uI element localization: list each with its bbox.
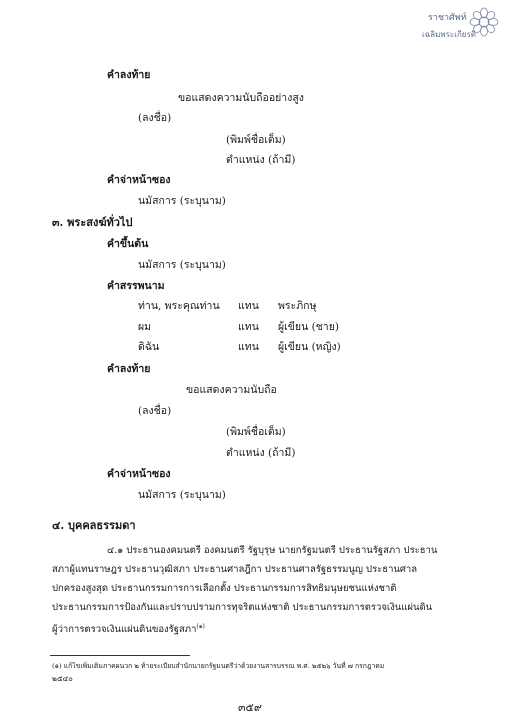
footnote-divider (50, 655, 190, 656)
position-label: ตำแหน่ง (ถ้ามี) (226, 154, 296, 166)
pronoun-sep: แทน (238, 341, 259, 353)
pronoun-word: ท่าน, พระคุณท่าน (138, 300, 220, 312)
pronoun-sep: แทน (238, 321, 259, 333)
pronoun-label: คำสรรพนาม (107, 280, 165, 292)
paragraph-line: ประธานกรรมการป้องกันและปราบปรามการทุจริตแห่งชาติ ประธานกรรมการตรวจเงินแผ่นดิน (52, 602, 433, 613)
pronoun-meaning: ผู้เขียน (ชาย) (278, 321, 339, 333)
closing-text: ขอแสดงความนับถืออย่างสูง (178, 92, 304, 104)
envelope-address-label: คำจ่าหน้าซอง (107, 468, 171, 480)
paragraph-line: สภาผู้แทนราษฎร ประธานวุฒิสภา ประธานศาลฎีกา ประธานศาลรัฐธรรมนูญ ประธานศาล (52, 564, 418, 575)
paragraph-line: ปกครองสูงสุด ประธานกรรมการการเลือกตั้ง ประธานกรรมการสิทธิมนุษยชนแห่งชาติ (52, 583, 397, 594)
envelope-address-text: นมัสการ (ระบุนาม) (138, 195, 226, 207)
pronoun-meaning: พระภิกษุ (278, 300, 317, 312)
closing-text: ขอแสดงความนับถือ (186, 384, 277, 396)
pronoun-word: ผม (138, 321, 152, 333)
closing-label: คำลงท้าย (107, 363, 151, 375)
section-heading: ๔. บุคคลธรรมดา (52, 519, 136, 532)
position-label: ตำแหน่ง (ถ้ามี) (226, 447, 296, 459)
footnote-marker: (๑) (196, 623, 205, 630)
body-paragraph (52, 541, 496, 639)
sign-label: (ลงชื่อ) (138, 112, 172, 124)
envelope-address-label: คำจ่าหน้าซอง (107, 174, 171, 186)
pronoun-word: ดิฉัน (138, 341, 160, 353)
royal-language-logo (420, 4, 502, 50)
closing-label: คำลงท้าย (107, 69, 151, 81)
pronoun-sep: แทน (238, 300, 259, 312)
sign-label: (ลงชื่อ) (138, 405, 172, 417)
section-heading: ๓. พระสงฆ์ทั่วไป (52, 216, 133, 229)
paragraph-line-last (52, 617, 496, 639)
pronoun-meaning: ผู้เขียน (หญิง) (278, 341, 341, 353)
paragraph-line: ๔.๑ ประธานองคมนตรี องคมนตรี รัฐบุรุษ นายกรัฐมนตรี ประธานรัฐสภา ประธาน (107, 545, 438, 556)
fullname-label: (พิมพ์ชื่อเต็ม) (226, 134, 286, 146)
paragraph-text: ผู้ว่าการตรวจเงินแผ่นดินของรัฐสภา (52, 624, 197, 636)
page-number: ๓๕๙ (238, 701, 262, 714)
opening-label: คำขึ้นต้น (107, 238, 149, 250)
fullname-label: (พิมพ์ชื่อเต็ม) (226, 426, 286, 438)
envelope-address-text: นมัสการ (ระบุนาม) (138, 489, 226, 501)
logo-subtitle: เฉลิมพระเกียรติ (422, 30, 476, 39)
logo-title: ราชาศัพท์ (428, 13, 467, 23)
footnote-text: ๒๕๔๐ (52, 674, 73, 683)
footnote-text: (๑) แก้ไขเพิ่มเติมภาคผนวก ๒ ท้ายระเบียบสำนักนายกรัฐมนตรีว่าด้วยงานสารบรรณ พ.ศ. ๒๕๒๖ วันที่ ๗ กรกฎาคม (52, 662, 385, 670)
opening-text: นมัสการ (ระบุนาม) (138, 259, 226, 271)
